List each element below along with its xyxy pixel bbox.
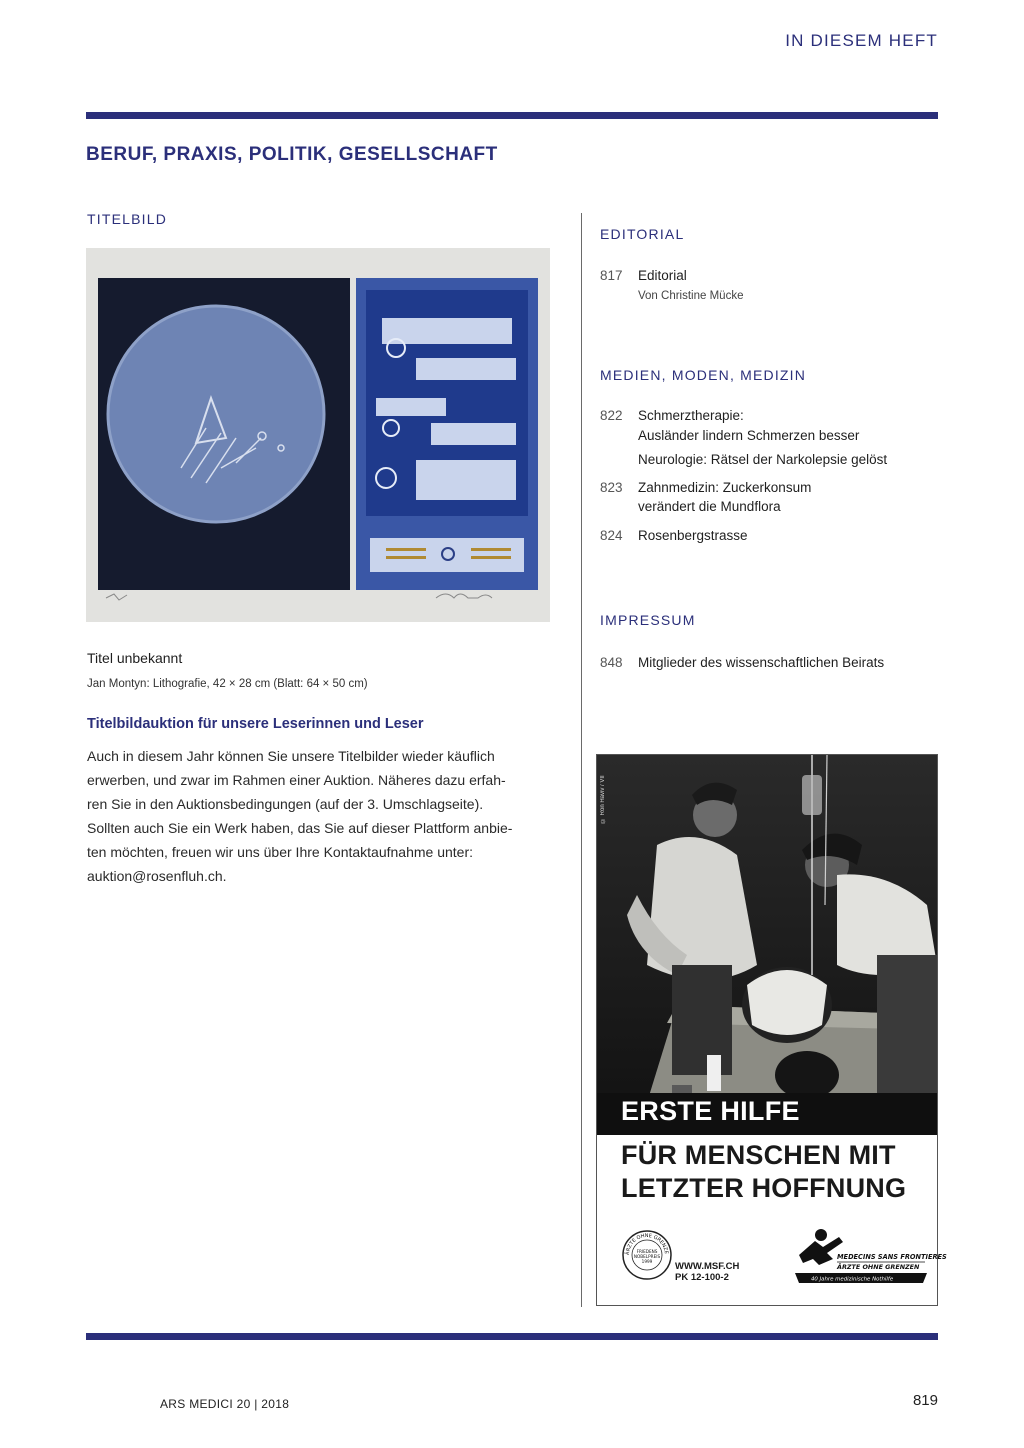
cover-caption-details: Jan Montyn: Lithografie, 42 × 28 cm (Blatt: 64 × 50 cm): [87, 678, 368, 690]
cover-caption-title: Titel unbekannt: [87, 650, 183, 666]
toc-entry-title: Schmerztherapie:: [638, 408, 744, 423]
seal-line: 1999: [641, 1259, 653, 1264]
titelbild-label: TITELBILD: [87, 211, 168, 227]
msf-advertisement: [596, 754, 947, 1306]
toc-page-number: 822: [600, 408, 623, 423]
auction-line: erwerben, und zwar im Rahmen einer Auktion. Näheres dazu erfah-: [87, 772, 506, 788]
auction-line: Sollten auch Sie ein Werk haben, das Sie auf dieser Plattform anbie-: [87, 820, 513, 836]
ad-account: PK 12-100-2: [675, 1272, 729, 1283]
toc-entry-title: Mitglieder des wissenschaftlichen Beirats: [638, 655, 885, 670]
ad-subtitle-line: FÜR MENSCHEN MIT: [621, 1140, 896, 1170]
editorial-label: EDITORIAL: [600, 226, 685, 242]
msf-name-german: ÄRZTE OHNE GRENZEN: [837, 1263, 920, 1271]
ad-subtitle: [621, 1139, 906, 1205]
seal-line: FRIEDENS: [636, 1249, 658, 1254]
ad-contact: [675, 1261, 739, 1283]
cover-artwork-image: [86, 248, 550, 622]
toc-page-number: 848: [600, 655, 623, 670]
impressum-label: IMPRESSUM: [600, 612, 696, 628]
msf-tagline: 40 Jahre medizinische Nothilfe: [811, 1276, 894, 1283]
auction-line: ren Sie in den Auktionsbedingungen (auf der 3. Umschlagseite).: [87, 796, 484, 812]
toc-entry-title: Editorial: [638, 268, 687, 283]
photo-credit: © Ron Haviv / VII: [600, 775, 606, 823]
ad-title: ERSTE HILFE: [621, 1096, 800, 1126]
toc-entry-author: Von Christine Mücke: [638, 290, 744, 302]
seal-line: NOBELPREIS: [633, 1254, 661, 1259]
toc-entry-title-line2: verändert die Mundflora: [638, 499, 781, 514]
toc-entry-title: Neurologie: Rätsel der Narkolepsie gelöst: [638, 452, 888, 467]
bottom-rule: [86, 1333, 938, 1340]
toc-page-number: 817: [600, 268, 623, 283]
ad-subtitle-line: LETZTER HOFFNUNG: [621, 1173, 907, 1203]
page-number: 819: [912, 1392, 938, 1409]
seal-ring-text: ÄRZTE OHNE GRENZE: [624, 1232, 670, 1256]
toc-entry-title: Rosenbergstrasse: [638, 528, 748, 543]
auction-text: [87, 744, 547, 888]
ad-url[interactable]: WWW.MSF.CH: [675, 1261, 740, 1272]
medien-label: MEDIEN, MODEN, MEDIZIN: [600, 367, 807, 383]
cover-artwork: [86, 248, 550, 622]
msf-name: MEDECINS SANS FRONTIERES: [837, 1253, 947, 1261]
toc-page-number: 824: [600, 528, 623, 543]
column-divider: [581, 213, 582, 1307]
nobel-seal-icon: [621, 1229, 673, 1281]
msf-logo-icon: [793, 1225, 947, 1287]
section-title: BERUF, PRAXIS, POLITIK, GESELLSCHAFT: [86, 144, 498, 165]
journal-issue: ARS MEDICI 20 | 2018: [160, 1397, 290, 1411]
auction-line: Auch in diesem Jahr können Sie unsere Titelbilder wieder käuflich: [87, 748, 495, 764]
auction-heading: Titelbildauktion für unsere Leserinnen und Leser: [87, 716, 424, 732]
running-header: IN DIESEM HEFT: [785, 31, 938, 50]
toc-entry-title: Zahnmedizin: Zuckerkonsum: [638, 480, 812, 495]
toc-page-number: 823: [600, 480, 623, 495]
auction-line: ten möchten, freuen wir uns über Ihre Kontaktaufnahme unter:: [87, 844, 474, 860]
top-rule: [86, 112, 938, 119]
ad-photo: [597, 755, 937, 1135]
toc-entry-title-line2: Ausländer lindern Schmerzen besser: [638, 428, 860, 443]
auction-line: auktion@rosenfluh.ch.: [87, 868, 227, 884]
